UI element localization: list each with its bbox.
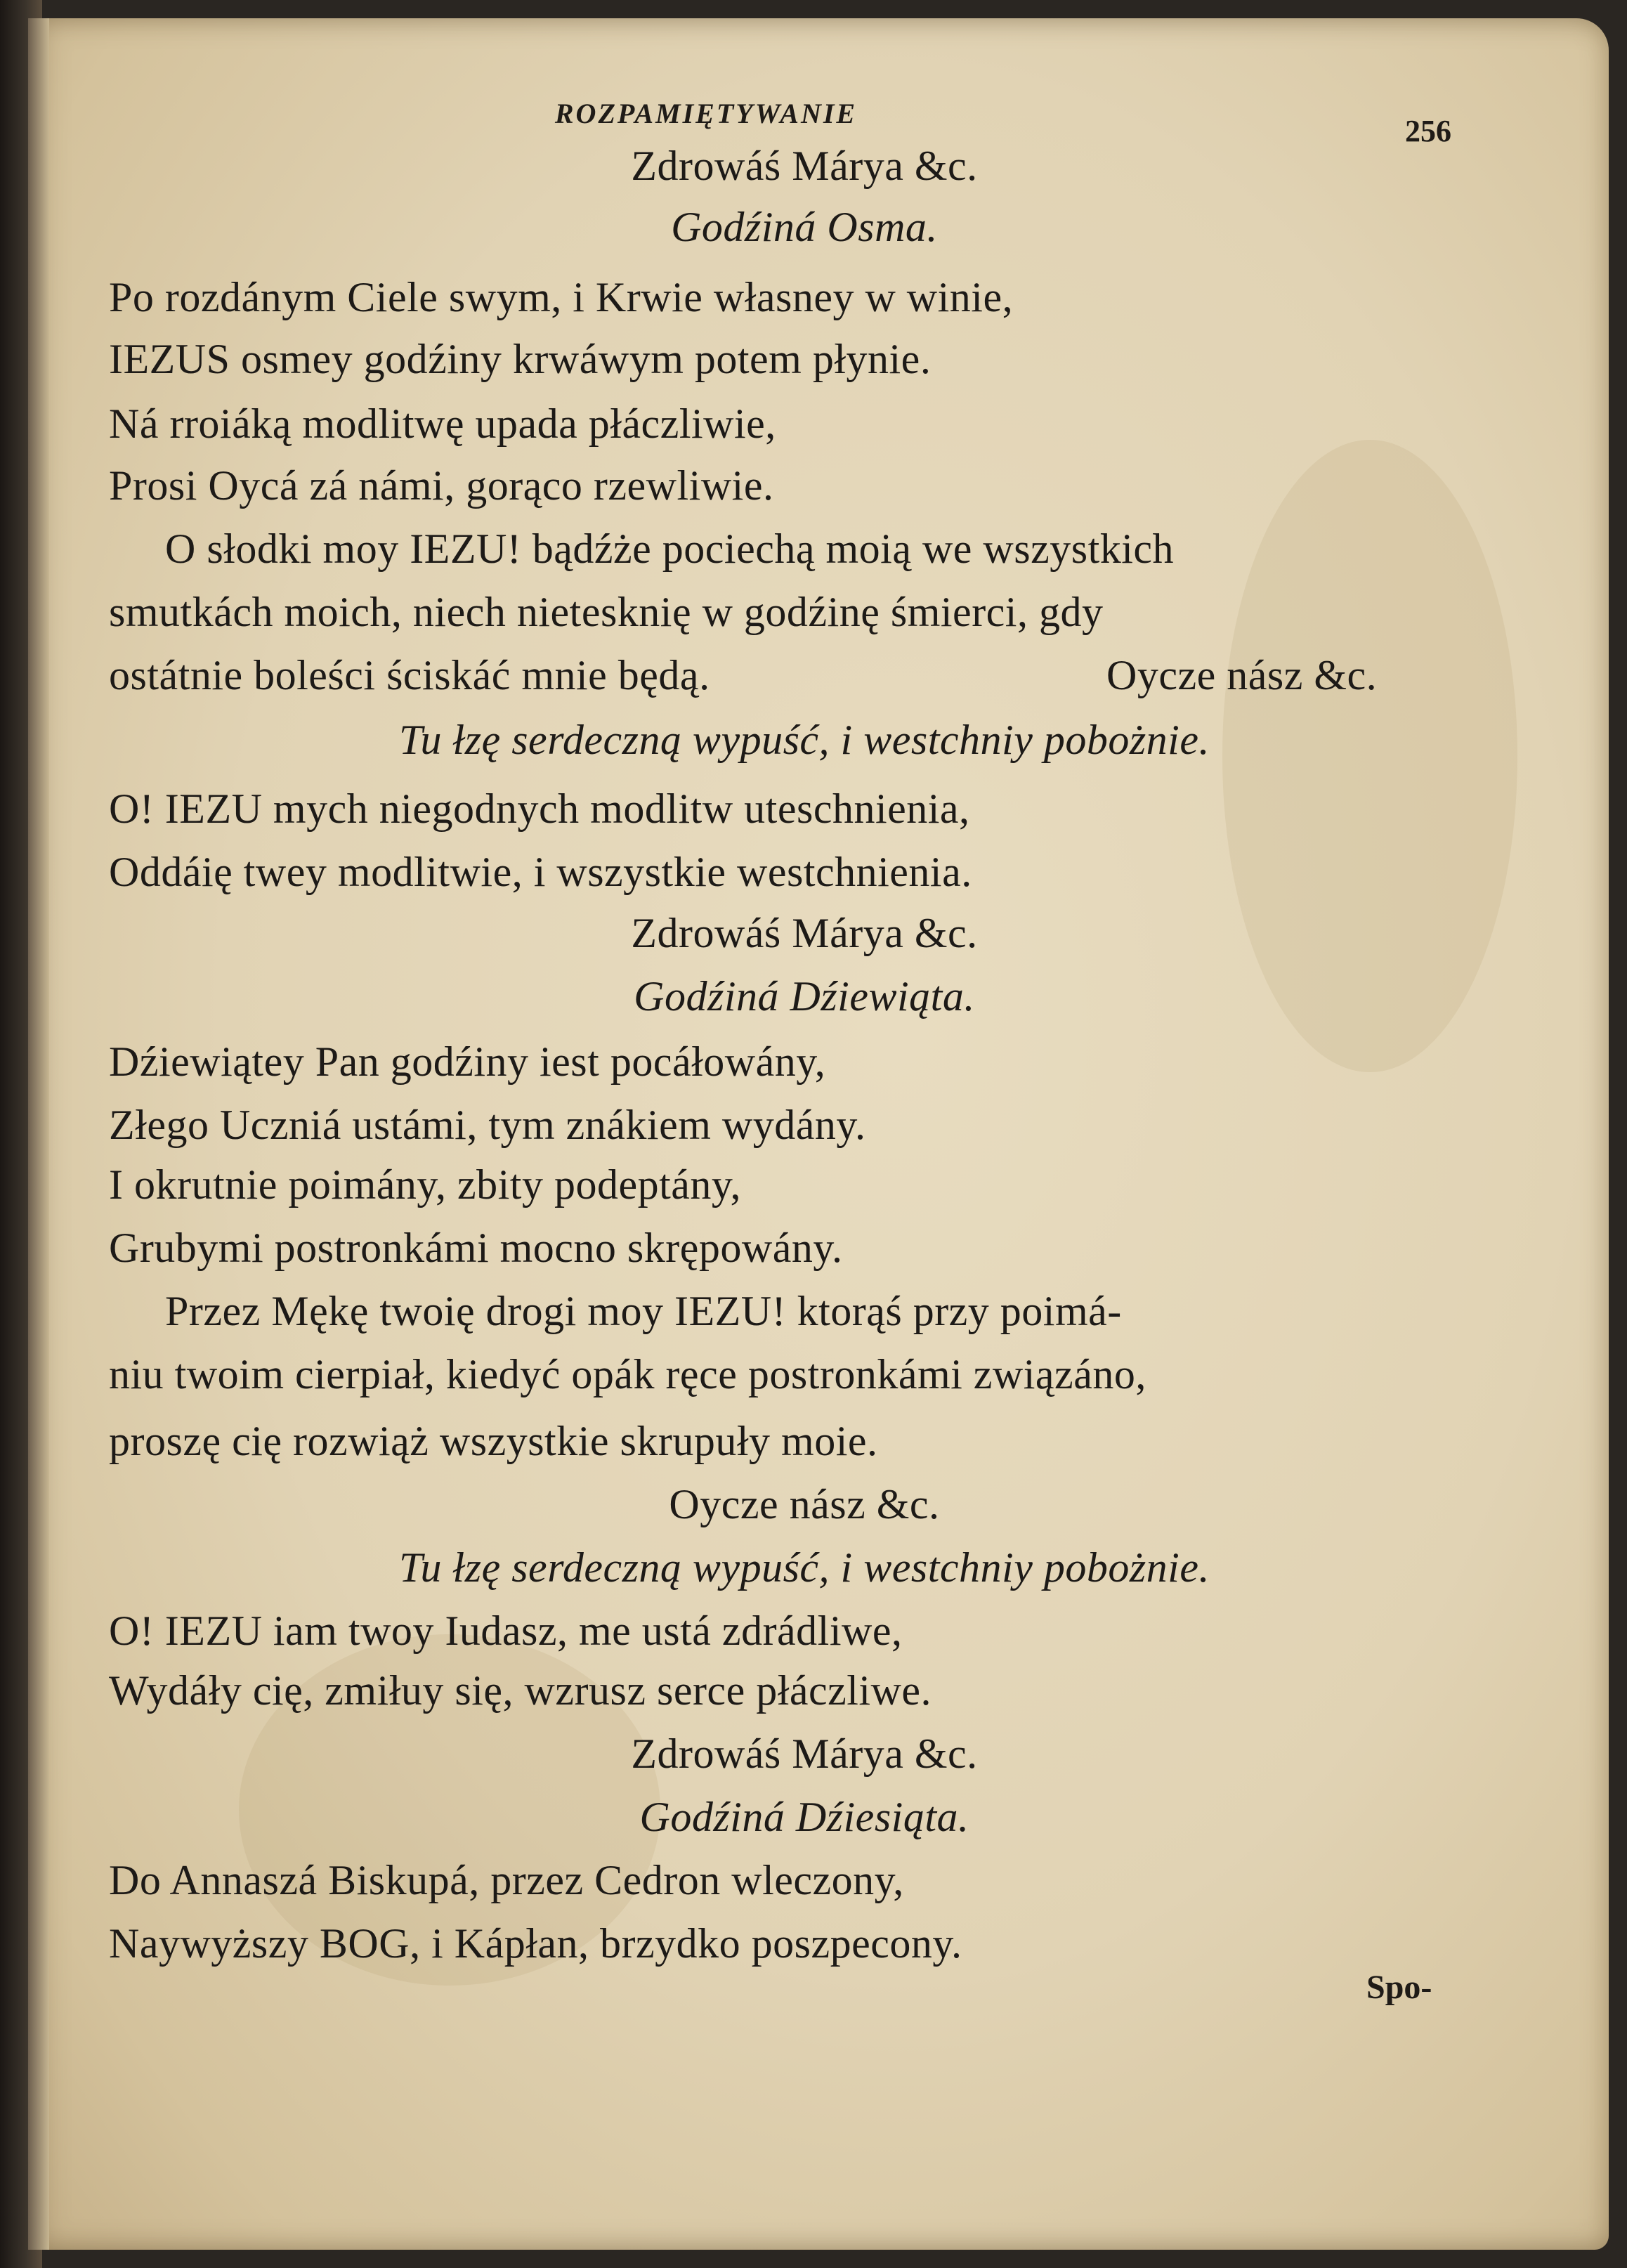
text-line: Prosi Oycá zá námi, gorąco rzewliwie. xyxy=(109,462,774,509)
previous-page-edge xyxy=(28,18,49,2250)
catchword: Spo- xyxy=(1366,1969,1432,2006)
text-line: Naywyższy BOG, i Kápłan, brzydko poszpecony. xyxy=(109,1920,962,1967)
text-line: Ná rroiáką modlitwę upada płáczliwie, xyxy=(109,400,776,447)
text-line: Zdrowáś Márya &c. xyxy=(631,1731,978,1777)
text-line: niu twoim cierpiał, kiedyć opák ręce postronkámi związáno, xyxy=(109,1351,1146,1397)
text-line: Oycze nász &c. xyxy=(669,1481,940,1527)
text-line: O! IEZU iam twoy Iudasz, me ustá zdrádliwe, xyxy=(109,1608,903,1654)
text-line: Zdrowáś Márya &c. xyxy=(631,143,978,189)
text-line: IEZUS osmey godźiny krwáwym potem płynie. xyxy=(109,336,932,382)
text-line: smutkách moich, niech nietesknię w godźinę śmierci, gdy xyxy=(109,589,1104,635)
text-line: Wydáły cię, zmiłuy się, wzrusz serce płáczliwe. xyxy=(109,1667,932,1714)
page-number: 256 xyxy=(1405,114,1451,148)
text-line: Grubymi postronkámi mocno skrępowány. xyxy=(109,1225,843,1271)
running-head: ROZPAMIĘTYWANIE xyxy=(554,98,858,129)
text-line: Oddáię twey modlitwie, i wszystkie westchnienia. xyxy=(109,849,972,895)
text-line-rubric: Godźiná Osma. xyxy=(671,204,938,250)
text-line: Dźiewiątey Pan godźiny iest pocáłowány, xyxy=(109,1038,826,1085)
text-line: Zdrowáś Márya &c. xyxy=(631,910,978,956)
text-line-prayer: Oycze nász &c. xyxy=(1106,652,1378,698)
text-line: Przez Mękę twoię drogi moy IEZU! ktorąś przy poimá- xyxy=(165,1288,1122,1334)
text-line: proszę cię rozwiąż wszystkie skrupuły moie. xyxy=(109,1418,878,1464)
text-line: Po rozdánym Ciele swym, i Krwie własney w winie, xyxy=(109,274,1014,320)
text-line: O słodki moy IEZU! bądźże pociechą moią we wszystkich xyxy=(165,526,1175,572)
text-line: Złego Uczniá ustámi, tym znákiem wydány. xyxy=(109,1102,866,1148)
text-line-rubric: Tu łzę serdeczną wypuść, i westchniy pobożnie. xyxy=(399,717,1210,763)
text-line-rubric: Godźiná Dźiesiąta. xyxy=(639,1794,969,1840)
page-content xyxy=(109,18,1500,2250)
text-line: I okrutnie poimány, zbity podeptány, xyxy=(109,1161,742,1208)
text-line: O! IEZU mych niegodnych modlitw uteschnienia, xyxy=(109,786,970,832)
text-line: ostátnie boleści ściskáć mnie będą. xyxy=(109,652,710,698)
text-line-rubric: Godźiná Dźiewiąta. xyxy=(634,973,975,1019)
book-page xyxy=(28,18,1609,2250)
text-line: Do Annaszá Biskupá, przez Cedron wleczony, xyxy=(109,1857,904,1903)
text-line-rubric: Tu łzę serdeczną wypuść, i westchniy pobożnie. xyxy=(399,1544,1210,1591)
